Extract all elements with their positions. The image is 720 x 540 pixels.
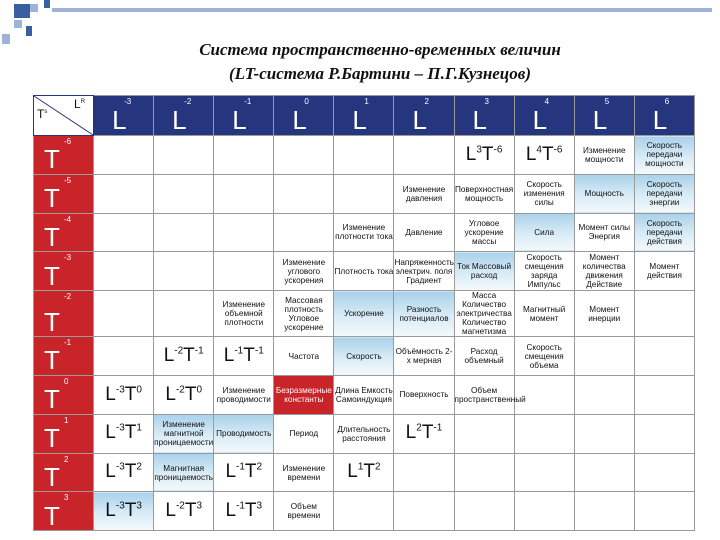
table-cell bbox=[454, 252, 514, 291]
quantity-label: Скорость смещения объема bbox=[524, 342, 564, 370]
quantity-label: Длина Емкость Самоиндукция bbox=[335, 385, 393, 404]
table-cell bbox=[334, 414, 394, 453]
dimension-formula: $L^3T^{-6}$ bbox=[465, 143, 503, 165]
table-cell bbox=[574, 213, 634, 252]
table-cell bbox=[394, 337, 454, 376]
quantity-label: Объёмность 2-х мерная bbox=[395, 347, 453, 366]
column-header-L4: L 4 bbox=[514, 96, 574, 136]
quantity-label: Момент инерции bbox=[588, 304, 621, 323]
quantity-label: Момент действия bbox=[646, 262, 682, 281]
quantity-label: Изменение объемной плотности bbox=[222, 300, 266, 328]
dimension-formula: $L^{-2}T^{-1}$ bbox=[163, 344, 204, 366]
row-header-T-5: T -5 bbox=[34, 174, 94, 213]
table-cell bbox=[154, 337, 214, 376]
quantity-label: Мощность bbox=[584, 189, 624, 199]
table-cell bbox=[394, 492, 454, 531]
row-header-T-1: T -1 bbox=[34, 337, 94, 376]
table-cell bbox=[274, 252, 334, 291]
table-cell bbox=[634, 492, 694, 531]
quantity-label: Скорость bbox=[346, 351, 382, 361]
quantity-label: Длительность расстояния bbox=[337, 424, 391, 443]
table-cell bbox=[214, 213, 274, 252]
table-cell bbox=[574, 492, 634, 531]
table-cell bbox=[454, 414, 514, 453]
table-cell bbox=[94, 492, 154, 531]
quantity-label: Расход объемный bbox=[464, 347, 504, 366]
quantity-label: Скорость смещения заряда Импульс bbox=[524, 253, 564, 290]
quantity-label: Изменение углового ускорения bbox=[282, 257, 326, 285]
quantity-label: Скорость передачи мощности bbox=[645, 141, 684, 169]
table-cell bbox=[334, 376, 394, 415]
quantity-label: Частота bbox=[288, 351, 320, 361]
row-header-T-6: T -6 bbox=[34, 136, 94, 175]
table-cell bbox=[214, 174, 274, 213]
quantity-label: Ток Массовый расход bbox=[457, 262, 512, 281]
table-cell bbox=[634, 376, 694, 415]
table-cell bbox=[574, 291, 634, 337]
table-cell bbox=[274, 136, 334, 175]
table-cell bbox=[154, 492, 214, 531]
table-cell bbox=[154, 291, 214, 337]
table-cell bbox=[514, 213, 574, 252]
table-cell bbox=[154, 174, 214, 213]
table-cell bbox=[334, 213, 394, 252]
decor-square-6 bbox=[2, 34, 10, 44]
table-cell bbox=[334, 291, 394, 337]
decor-square-5 bbox=[26, 26, 32, 36]
column-header-L1: L 1 bbox=[334, 96, 394, 136]
table-cell bbox=[154, 453, 214, 492]
table-cell bbox=[514, 492, 574, 531]
dimension-formula: $L^2T^{-1}$ bbox=[405, 422, 443, 444]
table-cell bbox=[394, 414, 454, 453]
quantity-label: Скорость передачи энергии bbox=[646, 180, 683, 208]
column-header-L6: L 6 bbox=[634, 96, 694, 136]
table-cell bbox=[214, 492, 274, 531]
quantity-label: Момент количества движения Действие bbox=[582, 253, 626, 290]
column-header-L-3: L -3 bbox=[94, 96, 154, 136]
quantity-label: Период bbox=[289, 429, 319, 439]
table-cell bbox=[514, 291, 574, 337]
decor-square-1 bbox=[14, 4, 30, 18]
table-cell bbox=[454, 337, 514, 376]
row-header-T-3: T -3 bbox=[34, 252, 94, 291]
table-cell bbox=[634, 291, 694, 337]
row-header-T-2: T -2 bbox=[34, 291, 94, 337]
table-cell bbox=[334, 136, 394, 175]
table-cell bbox=[274, 414, 334, 453]
dimension-formula: $L^{-2}T^0$ bbox=[165, 383, 203, 405]
table-cell bbox=[94, 376, 154, 415]
row-header-T2: T 2 bbox=[34, 453, 94, 492]
dimension-formula: $L^4T^{-6}$ bbox=[525, 143, 563, 165]
quantity-label: Массовая плотность Угловое ускорение bbox=[284, 295, 324, 332]
dimension-formula: $L^1T^2$ bbox=[347, 461, 381, 483]
quantity-label: Угловое ускорение массы bbox=[464, 218, 504, 246]
quantity-label: Объем пространственный bbox=[454, 385, 526, 404]
quantity-label: Ускорение bbox=[344, 309, 384, 319]
table-cell bbox=[214, 291, 274, 337]
quantity-label: Изменение времени bbox=[282, 463, 326, 482]
table-cell bbox=[634, 252, 694, 291]
table-cell bbox=[514, 453, 574, 492]
quantity-label: Плотность тока bbox=[334, 266, 394, 276]
table-cell bbox=[154, 136, 214, 175]
table-cell bbox=[394, 252, 454, 291]
table-cell bbox=[514, 136, 574, 175]
table-cell bbox=[214, 337, 274, 376]
table-cell bbox=[454, 376, 526, 415]
quantity-label: Сила bbox=[534, 227, 555, 237]
quantity-label: Напряженность электрич. поля Градиент bbox=[394, 257, 454, 285]
quantity-label: Магнитный момент bbox=[523, 304, 566, 323]
quantity-label: Скорость изменения силы bbox=[523, 180, 565, 208]
quantity-label: Магнитная проницаемость bbox=[154, 463, 214, 482]
column-header-L5: L 5 bbox=[574, 96, 634, 136]
table-cell bbox=[454, 453, 514, 492]
table-cell bbox=[274, 492, 334, 531]
table-cell bbox=[274, 291, 334, 337]
table-cell bbox=[514, 337, 574, 376]
column-header-L-1: L -1 bbox=[214, 96, 274, 136]
table-cell bbox=[394, 174, 454, 213]
table-cell bbox=[634, 174, 694, 213]
table-cell bbox=[634, 213, 694, 252]
table-cell bbox=[94, 337, 154, 376]
column-header-L2: L 2 bbox=[394, 96, 454, 136]
table-cell bbox=[394, 213, 454, 252]
decor-square-4 bbox=[14, 20, 22, 28]
quantity-label: Давление bbox=[405, 227, 443, 237]
quantity-label: Поверхностная мощность bbox=[454, 184, 514, 203]
table-cell bbox=[94, 291, 154, 337]
table-cell bbox=[94, 174, 154, 213]
table-cell bbox=[334, 252, 394, 291]
table-cell bbox=[574, 376, 634, 415]
corner-cell bbox=[34, 96, 94, 136]
table-cell bbox=[274, 213, 334, 252]
quantity-label: Проводимость bbox=[216, 429, 272, 439]
table-cell bbox=[394, 376, 454, 415]
table-cell bbox=[574, 252, 634, 291]
quantity-label: Изменение проводимости bbox=[216, 385, 271, 404]
quantity-label: Момент силы Энергия bbox=[578, 223, 630, 242]
table-cell bbox=[214, 414, 274, 453]
quantity-label: Скорость передачи действия bbox=[646, 218, 683, 246]
corner-t-label: $T^s$ bbox=[37, 107, 48, 121]
table-cell bbox=[94, 453, 154, 492]
quantity-label: Изменение мощности bbox=[582, 145, 626, 164]
table-cell bbox=[274, 453, 334, 492]
table-cell bbox=[634, 453, 694, 492]
table-cell bbox=[274, 376, 334, 415]
dimension-formula: $L^{-1}T^3$ bbox=[225, 500, 263, 522]
decor-square-3 bbox=[44, 0, 50, 8]
quantity-label: Изменение давления bbox=[402, 184, 446, 203]
row-header-T-4: T -4 bbox=[34, 213, 94, 252]
table-cell bbox=[574, 453, 634, 492]
table-cell bbox=[214, 453, 274, 492]
table-cell bbox=[214, 136, 274, 175]
table-cell bbox=[274, 174, 334, 213]
table-cell bbox=[154, 213, 214, 252]
table-cell bbox=[334, 453, 394, 492]
table-cell bbox=[334, 174, 394, 213]
decor-bar bbox=[52, 8, 712, 12]
table-cell bbox=[574, 337, 634, 376]
decor-square-2 bbox=[30, 4, 38, 12]
row-header-T3: T 3 bbox=[34, 492, 94, 531]
table-cell bbox=[454, 174, 514, 213]
table-cell bbox=[94, 414, 154, 453]
quantity-label: Безразмерные константы bbox=[275, 385, 332, 404]
quantity-label: Объем времени bbox=[287, 502, 321, 521]
table-cell bbox=[634, 337, 694, 376]
table-cell bbox=[94, 213, 154, 252]
table-cell bbox=[154, 376, 214, 415]
column-header-L3: L 3 bbox=[454, 96, 514, 136]
quantity-label: Изменение плотности тока bbox=[335, 223, 393, 242]
table-cell bbox=[634, 136, 694, 175]
table-cell bbox=[574, 136, 634, 175]
table-cell bbox=[574, 174, 634, 213]
row-header-T0: T 0 bbox=[34, 376, 94, 415]
table-cell bbox=[334, 337, 394, 376]
table-cell bbox=[454, 213, 514, 252]
dimension-formula: $L^{-1}T^{-1}$ bbox=[223, 344, 264, 366]
corner-l-label: $L^R$ bbox=[74, 97, 86, 111]
dimension-formula: $L^{-2}T^3$ bbox=[165, 500, 203, 522]
page-title: Система пространственно-временных величин bbox=[199, 40, 561, 59]
table-cell bbox=[154, 252, 214, 291]
column-header-L-2: L -2 bbox=[154, 96, 214, 136]
table-cell bbox=[454, 291, 514, 337]
quantity-label: Изменение магнитной проницаемости bbox=[154, 420, 214, 448]
table-cell bbox=[154, 414, 214, 453]
quantity-label: Масса Количество электричества Количество магнетизма bbox=[456, 291, 512, 337]
table-cell bbox=[394, 291, 454, 337]
row-header-T1: T 1 bbox=[34, 414, 94, 453]
table-cell bbox=[514, 252, 574, 291]
table-cell bbox=[334, 492, 394, 531]
table-cell bbox=[94, 136, 154, 175]
dimension-formula: $L^{-3}T^0$ bbox=[105, 383, 142, 405]
dimension-formula: $L^{-3}T^2$ bbox=[105, 461, 142, 483]
table-cell bbox=[394, 453, 454, 492]
table-cell bbox=[274, 337, 334, 376]
dimension-formula: $L^{-3}T^3$ bbox=[105, 500, 142, 522]
table-cell bbox=[514, 414, 574, 453]
table-cell bbox=[214, 376, 274, 415]
table-cell bbox=[454, 136, 514, 175]
dimension-formula: $L^{-1}T^2$ bbox=[225, 461, 263, 483]
table-cell bbox=[214, 252, 274, 291]
table-cell bbox=[634, 414, 694, 453]
quantity-label: Поверхность bbox=[399, 390, 449, 400]
dimension-formula: $L^{-3}T^1$ bbox=[105, 422, 142, 444]
table-cell bbox=[94, 252, 154, 291]
table-cell bbox=[514, 174, 574, 213]
table-cell bbox=[394, 136, 454, 175]
column-header-L0: L 0 bbox=[274, 96, 334, 136]
lt-system-table bbox=[33, 95, 695, 531]
table-cell bbox=[574, 414, 634, 453]
table-cell bbox=[454, 492, 514, 531]
page-subtitle: (LT-система Р.Бартини – П.Г.Кузнецов) bbox=[228, 64, 532, 83]
quantity-label: Разность потенциалов bbox=[399, 304, 449, 323]
